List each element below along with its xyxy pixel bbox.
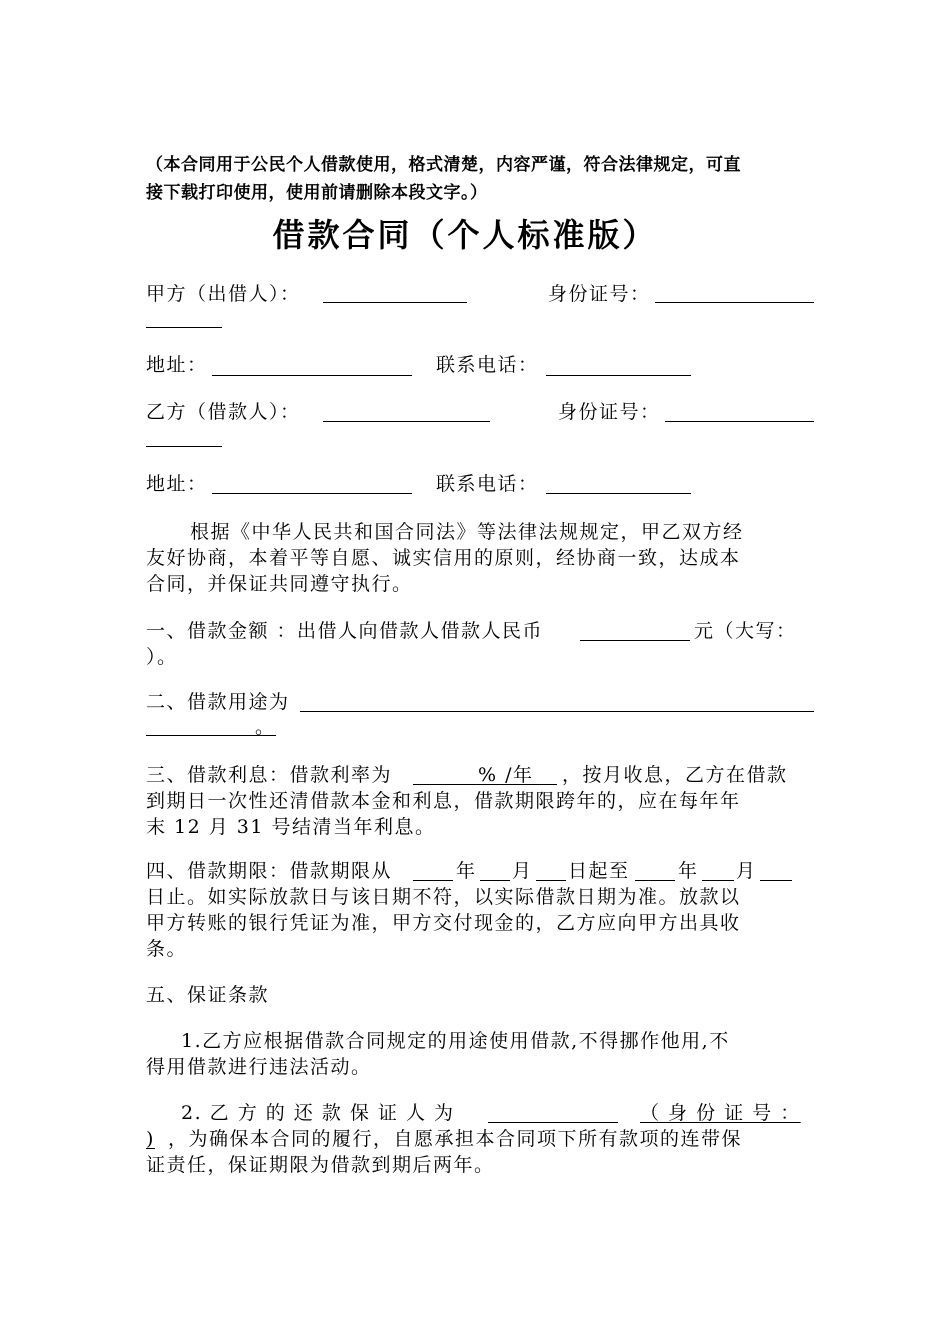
clause-5-guarantor-id-label: （ 身 份 证 号 ： [640,1102,801,1124]
clause-5-item-1-line-1: 1.乙方应根据借款合同规定的用途使用借款,不得挪作他用,不 [181,1030,730,1052]
clause-4-year-label: 年 [456,860,477,882]
clause-4-month-to-blank[interactable] [702,880,734,881]
clause-4-month-label: 月 [512,860,533,882]
preamble-line-3: 合同，并保证共同遵守执行。 [146,573,413,595]
clause-4-line-4: 条。 [146,938,188,960]
clause-4-line-2: 日止。如实际放款日与该日期不符，以实际借款日期为准。放款以 [146,886,741,908]
party-a-address-label: 地址： [146,354,208,376]
party-b-id-label: 身份证号： [558,401,661,423]
party-a-label: 甲方（出借人）： [146,283,301,305]
clause-4-day-label: 日起至 [568,860,630,882]
clause-3-text-cont: ，按月收息，乙方在借款 [562,764,788,786]
clause-2-text: 二、借款用途为 [146,691,290,713]
preamble-line-2: 友好协商，本着平等自愿、诚实信用的原则，经协商一致，达成本 [146,547,741,569]
clause-4-text: 四、借款期限：借款期限从 [146,860,393,882]
contract-title: 借款合同（个人标准版） [272,216,658,254]
party-b-name-blank[interactable] [323,421,490,422]
clause-4-month2-label: 月 [736,860,757,882]
party-b-address-blank[interactable] [212,493,412,494]
clause-1-capital-label: 元（大写： [694,620,797,642]
clause-1-text: 一、借款金额 ：出借人向借款人借款人民币 [146,620,544,642]
clause-3-text: 三、借款利息：借款利率为 [146,764,393,786]
clause-5-item-2-text: 2. 乙 方 的 还 款 保 证 人 为 [181,1102,455,1124]
clause-5-heading: 五、保证条款 [146,984,270,1006]
party-b-address-label: 地址： [146,473,208,495]
party-b-id-blank-cont[interactable] [146,446,222,447]
clause-1-amount-blank[interactable] [580,640,690,641]
clause-5-guarantor-id-close: ) [146,1128,155,1150]
party-a-id-label: 身份证号： [548,283,651,305]
clause-4-day-to-blank[interactable] [760,880,792,881]
clause-3-line-2: 到期日一次性还清借款本金和利息，借款期限跨年的，应在每年年 [146,790,741,812]
clause-5-item-2-line-3: 证责任，保证期限为借款到期后两年。 [146,1154,495,1176]
clause-5-guarantor-blank[interactable] [488,1122,618,1123]
clause-2-period: 。 [255,716,276,738]
clause-1-line-2: ）。 [146,646,178,668]
clause-5-item-1-line-2: 得用借款进行违法活动。 [146,1056,372,1078]
party-a-id-blank[interactable] [655,302,814,303]
party-b-phone-blank[interactable] [546,493,691,494]
party-b-id-blank[interactable] [665,421,814,422]
clause-4-line-3: 甲方转账的银行凭证为准，甲方交付现金的，乙方应向甲方出具收 [146,912,741,934]
clause-2-purpose-blank[interactable] [300,711,814,712]
clause-4-month-from-blank[interactable] [480,880,510,881]
note-line-1: （本合同用于公民个人借款使用，格式清楚，内容严谨，符合法律规定，可直 [146,155,741,175]
clause-3-rate-unit: % /年 [478,764,534,786]
clause-5-item-2-line-2: ，为确保本合同的履行，自愿承担本合同项下所有款项的连带保 [168,1128,743,1150]
party-b-label: 乙方（借款人）： [146,401,301,423]
party-b-phone-label: 联系电话： [436,473,539,495]
party-a-phone-label: 联系电话： [436,354,539,376]
clause-3-line-3: 末 12 月 31 号结清当年利息。 [146,816,436,838]
clause-4-year-to-blank[interactable] [635,880,675,881]
party-a-phone-blank[interactable] [546,375,691,376]
party-a-name-blank[interactable] [323,302,467,303]
clause-4-year2-label: 年 [678,860,699,882]
party-a-address-blank[interactable] [212,375,412,376]
clause-4-day-from-blank[interactable] [536,880,566,881]
clause-4-year-from-blank[interactable] [413,880,453,881]
note-line-2: 接下载打印使用，使用前请删除本段文字。） [146,183,488,203]
party-a-id-blank-cont[interactable] [146,327,222,328]
preamble-line-1: 根据《中华人民共和国合同法》等法律法规规定，甲乙双方经 [190,521,744,543]
